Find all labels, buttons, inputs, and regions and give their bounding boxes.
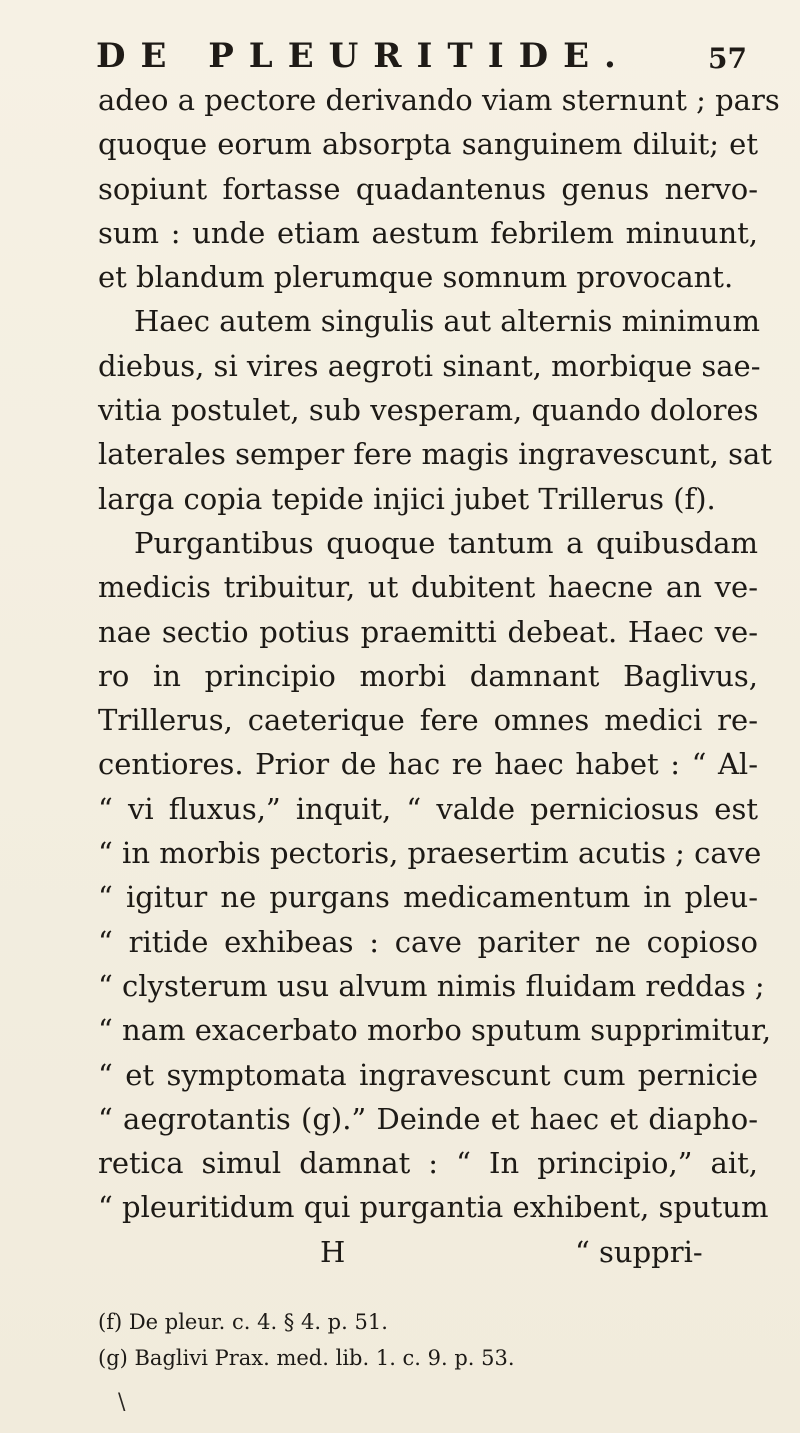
text-line: “ clysterum usu alvum nimis fluidam reddas ; (98, 968, 765, 1003)
footnotes (98, 1304, 658, 1376)
text-line: et blandum plerumque somnum provocant. (98, 260, 734, 295)
body-text (98, 78, 780, 1274)
text-line: “ ritide exhibeas : cave pariter ne copioso (98, 924, 758, 959)
text-line: “ pleuritidum qui purgantia exhibent, sputum (98, 1190, 769, 1225)
text-line: medicis tribuitur, ut dubitent haecne an ve- (98, 570, 758, 605)
text-line: laterales semper fere magis ingravescunt, sat (98, 437, 772, 472)
running-head (0, 18, 800, 78)
footnote: (f) De pleur. c. 4. § 4. p. 51. (98, 1310, 388, 1334)
page-number: 57 (708, 42, 747, 75)
signature-mark: H (320, 1234, 346, 1269)
text-line: quoque eorum absorpta sanguinem diluit; et (98, 127, 758, 162)
text-line: “ et symptomata ingravescunt cum pernicie (98, 1057, 758, 1092)
catchword: “ suppri- (575, 1234, 703, 1269)
text-line: centiores. Prior de hac re haec habet : “ Al- (98, 747, 758, 782)
text-line: Trillerus, caeterique fere omnes medici re- (98, 703, 758, 738)
text-line: diebus, si vires aegroti sinant, morbique sae- (98, 348, 761, 383)
text-line: nae sectio potius praemitti debeat. Haec ve- (98, 614, 758, 649)
stray-mark: \ (118, 1390, 126, 1415)
text-line: sopiunt fortasse quadantenus genus nervo- (98, 171, 758, 206)
text-line: “ vi fluxus,” inquit, “ valde perniciosus est (98, 791, 758, 826)
text-line: ro in principio morbi damnant Baglivus, (98, 658, 758, 693)
footnote: (g) Baglivi Prax. med. lib. 1. c. 9. p. 53. (98, 1346, 515, 1370)
paragraph-start-line: Purgantibus quoque tantum a quibusdam (134, 525, 758, 560)
text-line: “ in morbis pectoris, praesertim acutis ; cave (98, 836, 762, 871)
text-line: vitia postulet, sub vesperam, quando dolores (98, 393, 759, 428)
running-title: DE PLEURITIDE. (96, 36, 631, 76)
text-line: larga copia tepide injici jubet Trillerus (f). (98, 481, 716, 516)
signature-line (98, 1230, 758, 1274)
paragraph-start-line: Haec autem singulis aut alternis minimum (134, 304, 760, 339)
text-line: adeo a pectore derivando viam sternunt ; pars (98, 83, 780, 117)
text-line: “ aegrotantis (g).” Deinde et haec et diapho- (98, 1101, 758, 1136)
text-line: retica simul damnat : “ In principio,” ait, (98, 1146, 758, 1181)
text-line: “ nam exacerbato morbo sputum supprimitur, (98, 1013, 772, 1048)
text-line: “ igitur ne purgans medicamentum in pleu- (98, 880, 758, 915)
text-line: sum : unde etiam aestum febrilem minuunt, (98, 215, 758, 250)
